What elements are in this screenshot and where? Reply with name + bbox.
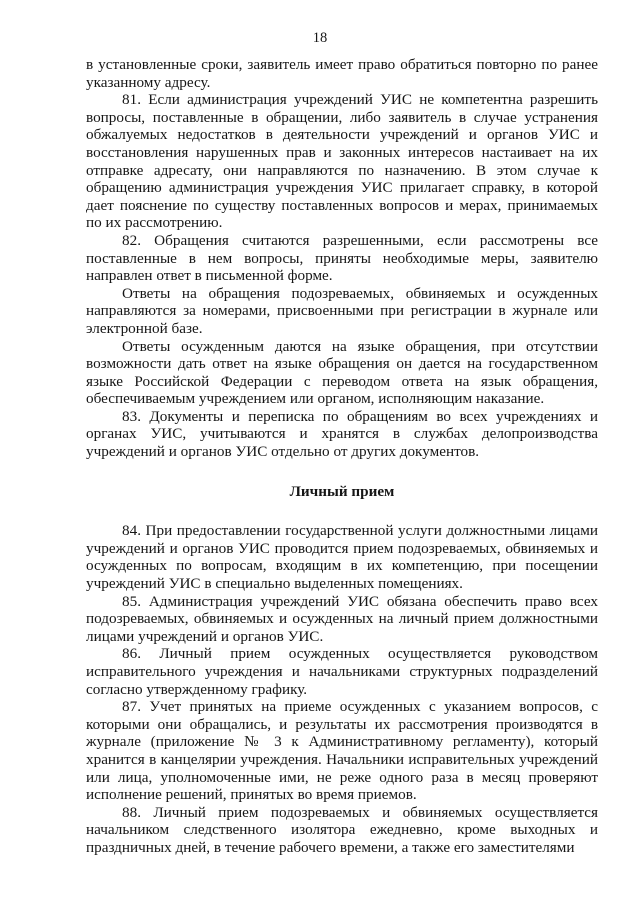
paragraph-continuation: в установленные сроки, заявитель имеет право обратиться повторно по ранее указанному адресу. [86, 56, 598, 91]
paragraph-85: 85. Администрация учреждений УИС обязана обеспечить право всех подозреваемых, обвиняемых и осужденных на личный прием должностными лицами учреждений и органов УИС. [86, 592, 598, 645]
paragraph-responses-numbering: Ответы на обращения подозреваемых, обвиняемых и осужденных направляются за номерами, присвоенными при регистрации в журнале или электронной базе. [86, 284, 598, 337]
paragraph-87: 87. Учет принятых на приеме осужденных с указанием вопросов, с которыми они обращались, и результаты их рассмотрения производятся в журнале (приложение № 3 к Административному регламенту), который хранится в канцелярии учреждения. Начальники исправительных учреждений или лица, уполномоченные ими, не реже одного раза в месяц проверяют исполнение решений, принятых во время приемов. [86, 698, 598, 804]
paragraph-83: 83. Документы и переписка по обращениям во всех учреждениях и органах УИС, учитываются и хранятся в службах делопроизводства учреждений и органов УИС отдельно от других документов. [86, 407, 598, 461]
paragraph-86: 86. Личный прием осужденных осуществляется руководством исправительного учреждения и начальниками структурных подразделений согласно утвержденному графику. [86, 645, 598, 698]
page-number: 18 [312, 30, 328, 46]
paragraph-responses-language: Ответы осужденным даются на языке обращения, при отсутствии возможности дать ответ на языке обращения он дается на государственном языке Российской Федерации с переводом ответа на язык обращения, обеспечиваемым учреждением или органом, исполняющим наказание. [86, 337, 598, 408]
paragraph-82: 82. Обращения считаются разрешенными, если рассмотрены все поставленные в нем вопросы, приняты необходимые меры, заявителю направлен ответ в письменной форме. [86, 231, 598, 285]
paragraph-88: 88. Личный прием подозреваемых и обвиняемых осуществляется начальником следственного изолятора ежедневно, кроме выходных и праздничных дней, в течение рабочего времени, а также его заместителями [86, 803, 598, 856]
paragraph-84: 84. При предоставлении государственной услуги должностными лицами учреждений и органов УИС проводится прием подозреваемых, обвиняемых и осужденных по вопросам, входящим в их компетенцию, при посещении учреждений УИС в специально выделенных помещениях. [86, 522, 598, 593]
page-content [86, 56, 598, 857]
paragraph-81: 81. Если администрация учреждений УИС не компетентна разрешить вопросы, поставленные в обращении, либо заявитель в случае устранения обжалуемых недостатков в деятельности учреждений и органов УИС и восстановления нарушенных прав и законных интересов настаивает на их отправке адресату, они направляются по назначению. В этом случае к обращению администрация учреждения УИС прилагает справку, в которой дает пояснение по существу поставленных вопросов и мерах, принимаемых по их рассмотрению. [86, 91, 598, 232]
section-heading: Личный прием [289, 482, 395, 500]
